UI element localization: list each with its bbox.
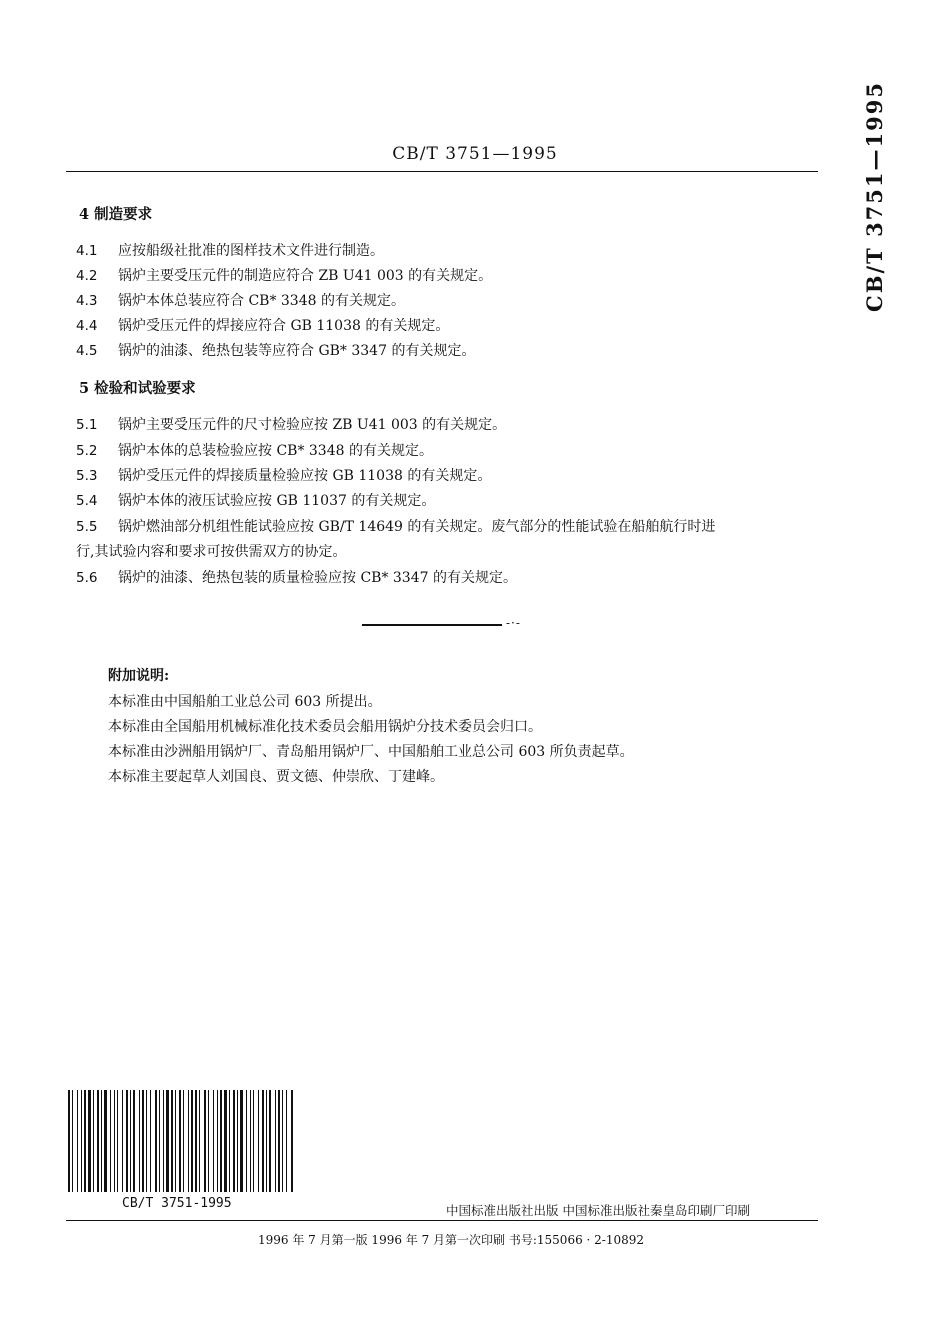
clause-number: 4.3 xyxy=(76,293,98,309)
clause-5-1 xyxy=(76,414,506,434)
clause-5-3 xyxy=(76,465,491,485)
section-heading-4: 4 制造要求 xyxy=(79,206,153,223)
section-heading-5: 5 检验和试验要求 xyxy=(79,380,196,397)
barcode-caption: CB/T 3751-1995 xyxy=(122,1196,232,1211)
print-info-line: 1996 年 7 月第一版 1996 年 7 月第一次印刷 书号:155066 · 2-10892 xyxy=(258,1233,645,1247)
clause-5-4 xyxy=(76,490,435,510)
clause-text: 锅炉本体的总装检验应按 CB* 3348 的有关规定。 xyxy=(118,443,433,459)
clause-number: 5.6 xyxy=(76,570,98,586)
note-line: 本标准由中国船舶工业总公司 603 所提出。 xyxy=(108,694,382,710)
clause-4-1 xyxy=(76,240,384,260)
publisher-line: 中国标准出版社出版 中国标准出版社秦皇岛印刷厂印刷 xyxy=(446,1203,750,1218)
footer-rule xyxy=(66,1220,818,1221)
clause-4-2 xyxy=(76,265,492,285)
clause-number: 5.2 xyxy=(76,443,98,459)
header-rule xyxy=(66,171,818,172)
clause-text: 锅炉的油漆、绝热包装等应符合 GB* 3347 的有关规定。 xyxy=(118,343,476,359)
clause-text: 锅炉的油漆、绝热包装的质量检验应按 CB* 3347 的有关规定。 xyxy=(118,570,517,586)
clause-number: 4.1 xyxy=(76,243,98,259)
clause-number: 4.4 xyxy=(76,318,98,334)
clause-number: 5.1 xyxy=(76,417,98,433)
header-title: CB/T 3751—1995 xyxy=(392,144,558,164)
clause-4-3 xyxy=(76,290,405,310)
note-line: 本标准主要起草人刘国良、贾文德、仲崇欣、丁建峰。 xyxy=(108,769,444,785)
clause-text: 锅炉受压元件的焊接应符合 GB 11038 的有关规定。 xyxy=(118,318,450,334)
side-standard-code: CB/T 3751—1995 xyxy=(862,81,887,312)
clause-text: 锅炉燃油部分机组性能试验应按 GB/T 14649 的有关规定。废气部分的性能试验在船舶航行时进 xyxy=(118,519,716,535)
clause-text: 锅炉本体的液压试验应按 GB 11037 的有关规定。 xyxy=(118,493,436,509)
barcode-image xyxy=(68,1090,293,1192)
clause-5-6 xyxy=(76,567,517,587)
clause-text: 锅炉本体总装应符合 CB* 3348 的有关规定。 xyxy=(118,293,405,309)
note-line: 本标准由全国船用机械标准化技术委员会船用锅炉分技术委员会归口。 xyxy=(108,719,542,735)
end-of-text-rule xyxy=(362,624,502,626)
clause-5-5 xyxy=(76,516,715,536)
end-of-text-mark: -·- xyxy=(506,616,521,630)
clause-text: 锅炉主要受压元件的尺寸检验应按 ZB U41 003 的有关规定。 xyxy=(118,417,507,433)
notes-title: 附加说明: xyxy=(108,668,170,684)
clause-text: 锅炉受压元件的焊接质量检验应按 GB 11038 的有关规定。 xyxy=(118,468,492,484)
clause-text: 应按船级社批准的图样技术文件进行制造。 xyxy=(118,243,384,259)
clause-5-5-continuation: 行,其试验内容和要求可按供需双方的协定。 xyxy=(76,544,347,560)
clause-number: 4.5 xyxy=(76,343,98,359)
clause-5-2 xyxy=(76,440,433,460)
clause-4-4 xyxy=(76,315,449,335)
clause-number: 5.3 xyxy=(76,468,98,484)
clause-4-5 xyxy=(76,340,475,360)
clause-number: 4.2 xyxy=(76,268,98,284)
clause-number: 5.5 xyxy=(76,519,98,535)
clause-text: 锅炉主要受压元件的制造应符合 ZB U41 003 的有关规定。 xyxy=(118,268,493,284)
clause-number: 5.4 xyxy=(76,493,98,509)
note-line: 本标准由沙洲船用锅炉厂、青岛船用锅炉厂、中国船舶工业总公司 603 所负责起草。 xyxy=(108,744,634,760)
